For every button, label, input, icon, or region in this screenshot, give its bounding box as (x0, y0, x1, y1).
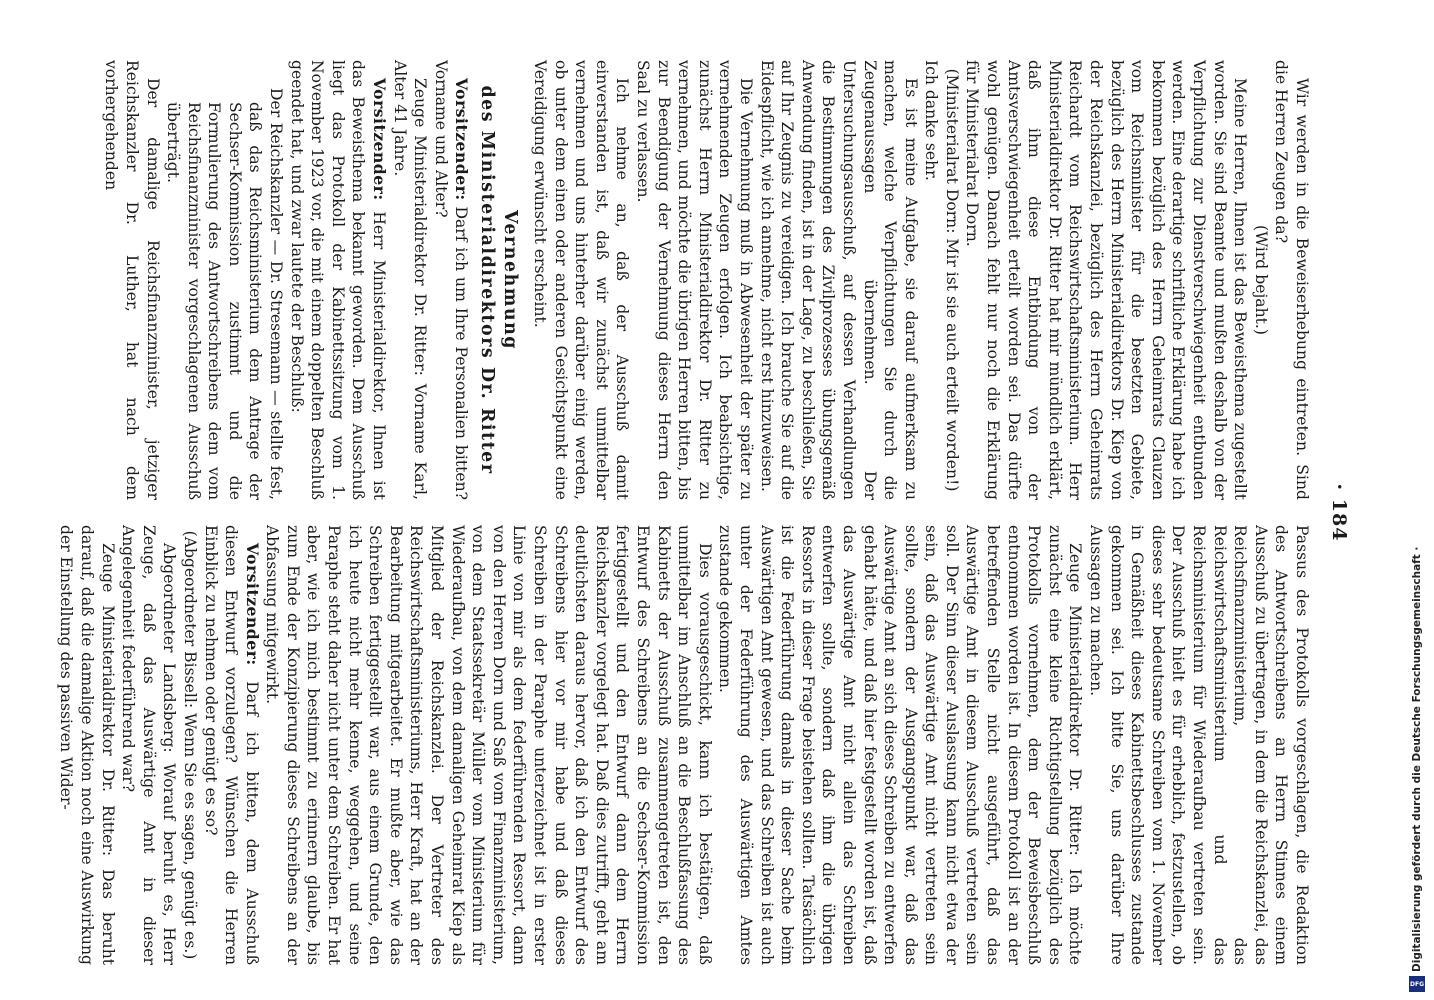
interjection: (Wird bejaht.) (1251, 225, 1270, 335)
speech-text: Darf ich um Ihre Personalien bitten? Vorname und Alter? (431, 60, 471, 500)
document-page (57, 60, 1350, 965)
heading-line: des Ministerialdirektors Dr. Ritter (477, 85, 498, 475)
dfg-logo: DFG (1409, 976, 1425, 992)
paragraph: Passus des Protokolls vorgeschlagen, die Redaktion des Antwortschreibens an Herrn Stinnes einem Ausschuß zu übertragen, in dem die Reichskanzlei, das Reichsfinanzministerium, das Reichswirtschaftsministerium und das Reichsministerium für Wiederaufbau vertreten sein. Der Ausschuß hielt es für erheblich, festzustellen, ob dieses sehr bedeutsame Schreiben vom 1. November in Gemäßheit dieses Kabinettsbeschlusses zustande gekommen sei. Ich bitte Sie, uns darüber Ihre Aussagen zu machen. (1087, 525, 1311, 965)
heading-line: Vernehmung (500, 209, 521, 351)
paragraph: Ich nehme an, daß der Ausschuß damit einverstanden ist, daß wir zunächst unmittelbar vernehmen und uns hinterher darüber einig werden, ob unter dem einen oder anderen Gesichtspunkt eine Vereidigung erwünscht erscheint. (531, 60, 632, 500)
paragraph (286, 60, 389, 500)
interjection: (Ministerialrat Dorn: Mir ist sie auch erteilt worden!) (942, 68, 961, 492)
quote-block: Der Reichskanzler — Dr. Stresemann — stellte fest, daß das Reichsministerium dem Antrage der Sechser-Kommission zustimmt und die Formulierung des Antwortschreibens dem vom Reichsfinanzminister vorgeschlagenen Ausschuß überträgt. (164, 88, 286, 500)
paragraph: Abgeordneter Landsberg: Worauf beruht es, Herr Zeuge, daß das Auswärtige Amt in dieser Angelegenheit federführend war? (119, 525, 179, 965)
interjection: (Abgeordneter Bissell: Wenn Sie es sagen, genügt es.) (180, 530, 199, 960)
digitization-credit (1406, 2, 1428, 992)
right-column (56, 525, 1312, 965)
speaker-label: Vorsitzender: (242, 543, 262, 666)
paragraph: Dies vorausgeschickt, kann ich bestätigen, daß unmittelbar im Anschluß an die Beschlußfassung des Kabinetts der Ausschuß zusammengetreten ist, den Entwurf des Schreibens an die Sechser-Kommission fertiggestellt und den Entwurf dann dem Herrn Reichskanzler vorgelegt hat. Daß dies zutrifft, geht am deutlichsten daraus hervor, daß ich den Entwurf des Schreibens hier vor mir habe und daß dieses Schreiben in der Paraphe unterzeichnet ist in erster Linie von mir als dem federführenden Ressort, dann von den Herren Dorn und Saß vom Finanzministerium, von dem Staatssekretär Müller vom Ministerium für Wiederaufbau, von dem damaligen Geheimrat Kiep als Mitglied der Reichskanzlei. Der Vertreter des Reichswirtschaftsministeriums, Herr Kraft, hat an der Bearbeitung mitgearbeitet. Er mußte aber, wie das Schreiben fertiggestellt war, aus einem Grunde, den ich heute nicht mehr kenne, weggehen, und seine Paraphe steht daher nicht unter dem Schreiben. Er hat aber, wie ich mich bestimmt zu erinnern glaube, bis zum Ende der Konzipierung dieses Schreibens an der Abfassung mitgewirkt. (263, 525, 714, 965)
page-number: · 184 (1328, 483, 1350, 542)
speech-text: Darf ich bitten, dem Ausschuß diesen Entwurf vorzulegen? Wünschen die Herren Einblick zu nehmen oder genügt es so? (201, 525, 261, 965)
paragraph: Meine Herren, Ihnen ist das Beweisthema zugestellt worden. Sie sind Beamte und mußten deshalb von der Verpflichtung zur Dienstverschwiegenheit entbunden werden. Eine derartige schriftliche Erklärung habe ich bekommen bezüglich des Herrn Geheimrats Clauzen vom Reichsminister für die besetzten Gebiete, bezüglich des Herrn Ministerialdirektors Dr. Kiep von der Reichskanzlei, bezüglich des Herrn Geheimrats Reichardt vom Reichswirtschaftsministerium. Herr Ministerialdirektor Dr. Ritter hat mir mündlich erklärt, daß ihm diese Entbindung von der Amtsverschwiegenheit erteilt worden sei. Das dürfte wohl genügen. Danach fehlt nur noch die Erklärung für Ministerialrat Dorn. (963, 60, 1250, 500)
paragraph: Wir werden in die Beweiserhebung eintreten. Sind die Herren Zeugen da? (1272, 60, 1311, 500)
paragraph: Zeuge Ministerialdirektor Dr. Ritter: Ich möchte zunächst eine kleine Richtigstellung bezüglich des Protokolls vornehmen, dem der Beweisbeschluß entnommen worden ist. In diesem Protokoll ist an der betreffenden Stelle nicht ausgeführt, daß das Auswärtige Amt in diesem Ausschuß vertreten sein soll. Der Sinn dieser Auslassung kann nicht etwa der sein, daß das Auswärtige Amt nicht vertreten sein sollte, sondern der Ausgangspunkt war, daß das Auswärtige Amt an sich dieses Schreiben zu entwerfen gehabt hätte, und daß hier festgestellt worden ist, daß das Auswärtige Amt nicht allein das Schreiben entwerfen sollte, sondern daß ihm die übrigen Ressorts in dieser Frage beistehen sollten. Tatsächlich ist die Federführung damals in dieser Sache beim Auswärtigen Amt gewesen, und das Schreiben ist auch unter der Federführung des Auswärtigen Amtes zustande gekommen. (716, 525, 1085, 965)
paragraph: Es ist meine Aufgabe, sie darauf aufmerksam zu machen, welche Verpflichtungen Sie durch die Zeugenaussagen übernehmen. Der Untersuchungsausschuß, auf dessen Verhandlungen die Bestimmungen des Zivilprozesses übungsgemäß Anwendung finden, ist in der Lage, zu beschließen, Sie auf Ihr Zeugnis zu vereidigen. Ich brauche Sie auf die Eidespflicht, wie ich annehme, nicht erst hinzuweisen. (757, 60, 920, 500)
paragraph: Der damalige Reichsfinanzminister, jetziger Reichskanzler Dr. Luther, hat nach dem vorhergehenden (102, 60, 162, 500)
paragraph: Die Vernehmung muß in Abwesenheit der später zu vernehmenden Zeugen erfolgen. Ich beabsichtige, zunächst Herrn Ministerialdirektor Dr. Ritter zu vernehmen, und möchte die übrigen Herren bitten, bis zur Beendigung der Vernehmung dieses Herrn den Saal zu verlassen. (634, 60, 755, 500)
section-heading (475, 60, 521, 500)
paragraph: Zeuge Ministerialdirektor Dr. Ritter: Das beruht darauf, daß die damalige Aktion noch eine Auswirkung der Einstellung des passiven Wider- (57, 525, 117, 965)
speaker-label: Vorsitzender: (452, 78, 472, 201)
paragraph: Ich danke sehr. (922, 60, 941, 181)
paragraph: Zeuge Ministerialdirektor Dr. Ritter: Vorname Karl, Alter 41 Jahre. (390, 60, 430, 500)
left-column (101, 60, 1312, 500)
paragraph (430, 60, 471, 500)
paragraph (200, 525, 262, 965)
speaker-label: Vorsitzender: (370, 78, 390, 201)
credit-text: Digitalisierung gefördert durch die Deutsche Forschungsgemeinschaft · (1411, 546, 1423, 972)
speech-text: Herr Ministerialdirektor, Ihnen ist das Beweisthema bekannt geworden. Dem Ausschuß liegt das Protokoll der Kabinettssitzung vom 1. November 1923 vor, die mit einem doppelten Beschluß geendet hat, und zwar lautete der Beschluß: (287, 60, 389, 500)
